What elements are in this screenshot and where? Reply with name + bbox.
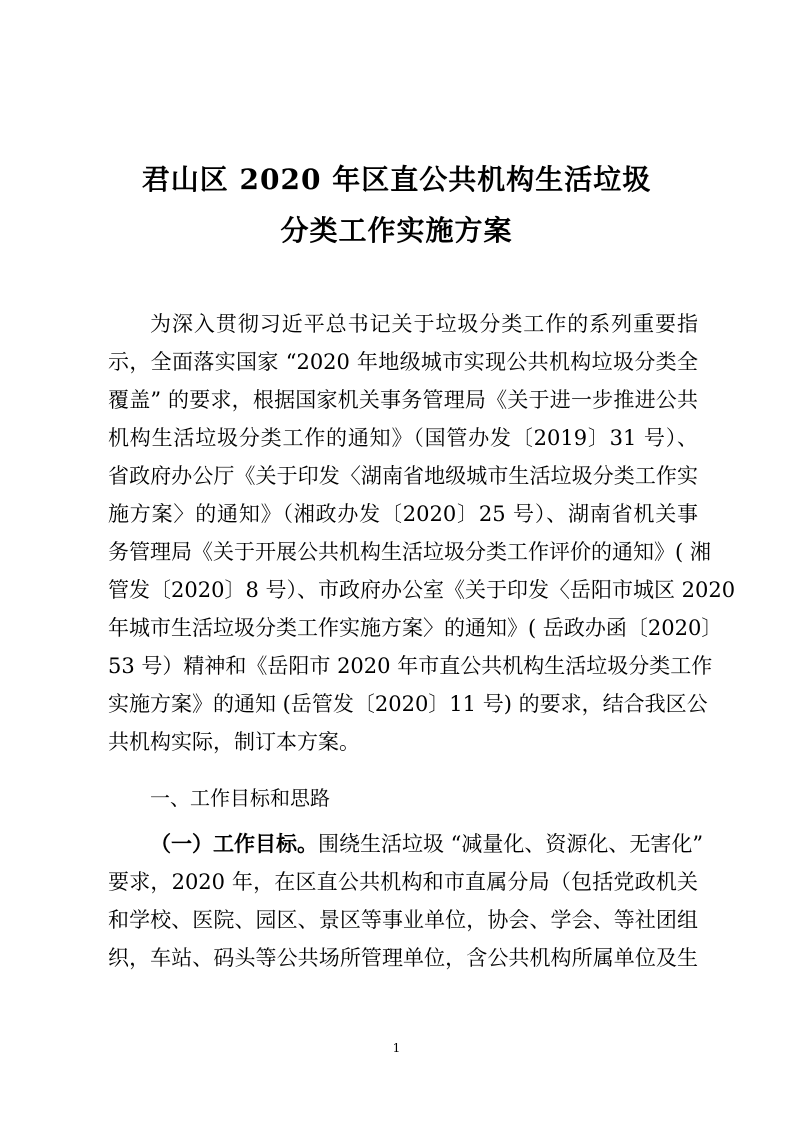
intro-paragraph-line: 施方案〉的通知》（湘政办发〔2020〕25 号）、湖南省机关事 [108, 502, 698, 526]
body-paragraph-line: 织，车站、码头等公共场所管理单位，含公共机构所属单位及生 [108, 946, 698, 970]
page-number: 1 [392, 1041, 401, 1055]
intro-paragraph-line: 示，全面落实国家 “2020 年地级城市实现公共机构垃圾分类全 [108, 350, 698, 374]
document-title-line-1: 君山区 2020 年区直公共机构生活垃圾 [141, 163, 652, 196]
intro-paragraph-line: 为深入贯彻习近平总书记关于垃圾分类工作的系列重要指 [150, 312, 698, 336]
body-paragraph-line: 和学校、医院、园区、景区等事业单位，协会、学会、等社团组 [108, 908, 698, 932]
intro-paragraph-line: 管发〔2020〕8 号）、市政府办公室《关于印发〈岳阳市城区 2020 [108, 578, 736, 602]
intro-paragraph-line: 省政府办公厅《关于印发〈湖南省地级城市生活垃圾分类工作实 [108, 464, 698, 488]
intro-paragraph-line: 机构生活垃圾分类工作的通知》（国管办发〔2019〕31 号）、 [108, 426, 698, 450]
intro-paragraph-line: 53 号）精神和《岳阳市 2020 年市直公共机构生活垃圾分类工作 [108, 654, 713, 678]
document-title-line-2: 分类工作实施方案 [280, 214, 513, 247]
intro-paragraph-line: 共机构实际，制订本方案。 [108, 730, 360, 754]
body-paragraph-line: 要求，2020 年，在区直公共机构和市直属分局（包括党政机关 [108, 870, 698, 894]
intro-paragraph-line: 实施方案》的通知 (岳管发〔2020〕11 号) 的要求，结合我区公 [108, 692, 708, 716]
intro-paragraph-line: 务管理局《关于开展公共机构生活垃圾分类工作评价的通知》( 湘 [108, 540, 711, 564]
section-heading: 一、工作目标和思路 [150, 786, 330, 810]
sub-heading-line [150, 825, 704, 863]
sub-heading-text: 围绕生活垃圾 “减量化、资源化、无害化” [318, 832, 704, 856]
intro-paragraph-line: 年城市生活垃圾分类工作实施方案〉的通知》( 岳政办函〔2020〕 [108, 616, 723, 640]
intro-paragraph-line: 覆盖” 的要求，根据国家机关事务管理局《关于进一步推进公共 [108, 388, 698, 412]
sub-heading-label: （一）工作目标。 [150, 832, 318, 856]
